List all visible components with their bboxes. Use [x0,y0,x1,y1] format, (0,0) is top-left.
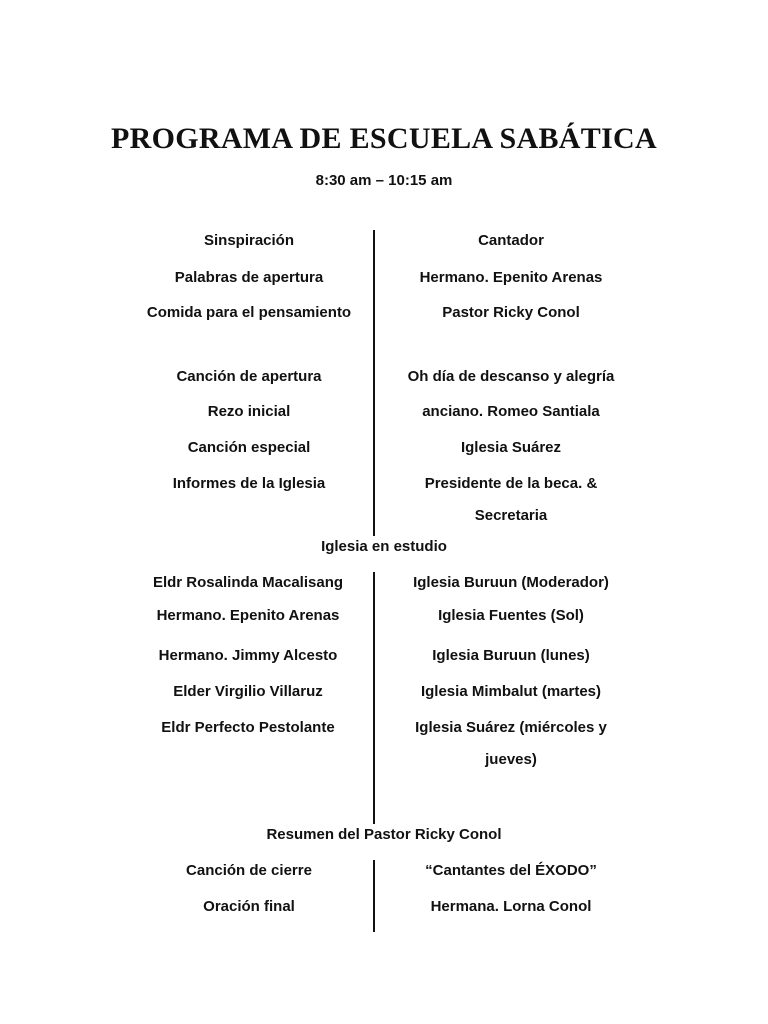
study-leader: Hermano. Epenito Arenas [156,607,340,624]
program-item: Comida para el pensamiento [146,304,352,321]
study-leader: Elder Virgilio Villaruz [173,683,323,700]
program-item: Canción especial [187,439,311,456]
program-item: Informes de la Iglesia [172,475,326,492]
study-heading: Iglesia en estudio [321,538,447,555]
program-presenter: Iglesia Suárez [460,439,562,456]
program-presenter: Pastor Ricky Conol [442,304,580,321]
program-presenter: anciano. Romeo Santiala [422,403,600,420]
closing-presenter: Hermana. Lorna Conol [430,898,592,915]
schedule-time: 8:30 am – 10:15 am [315,172,453,189]
study-church: Iglesia Fuentes (Sol) [438,607,584,624]
closing-item: Canción de cierre [186,862,312,879]
page-title: PROGRAMA DE ESCUELA SABÁTICA [111,122,657,155]
study-church: Iglesia Mimbalut (martes) [420,683,602,700]
program-item: Palabras de apertura [174,269,324,286]
program-presenter: Hermano. Epenito Arenas [419,269,603,286]
summary-heading: Resumen del Pastor Ricky Conol [266,826,502,843]
program-item: Rezo inicial [207,403,291,420]
program-presenter: Oh día de descanso y alegría [407,368,615,385]
study-leader: Hermano. Jimmy Alcesto [158,647,338,664]
study-church: Iglesia Buruun (Moderador) [413,574,609,591]
study-church: Iglesia Suárez (miércoles y jueves) [415,719,607,768]
program-presenter: Presidente de la beca. & Secretaria [424,475,598,524]
program-presenter: Cantador [478,232,544,249]
study-leader: Eldr Rosalinda Macalisang [152,574,344,591]
closing-presenter: “Cantantes del ÉXODO” [425,862,597,879]
study-leader: Eldr Perfecto Pestolante [161,719,335,736]
program-item: Sinspiración [203,232,295,249]
program-item: Canción de apertura [176,368,322,385]
closing-item: Oración final [203,898,295,915]
study-church: Iglesia Buruun (lunes) [432,647,590,664]
